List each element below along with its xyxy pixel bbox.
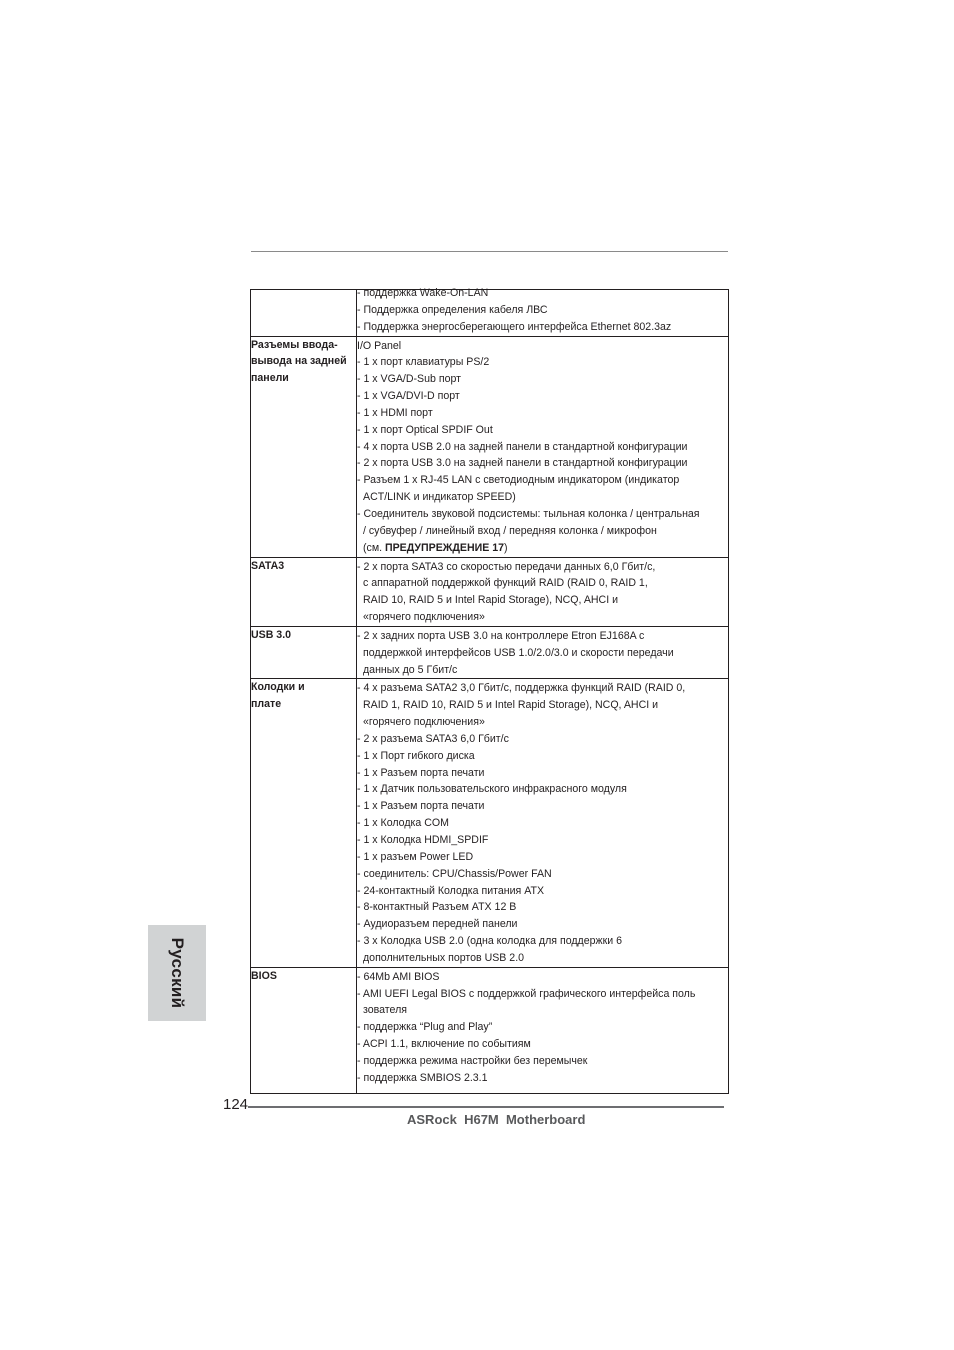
spec-values-usb30 [357,626,729,679]
spec-line: «горячего подключения» [363,611,485,624]
spec-row-bios [251,967,729,1093]
spec-line: - 4 x порта USB 2.0 на задней панели в стандартной конфигурации [357,440,688,453]
header-rule [251,251,728,252]
spec-line: - 1 x HDMI порт [357,406,433,419]
spec-line: RAID 1, RAID 10, RAID 5 и Intel Rapid Storage), NCQ, AHCI и [363,699,659,712]
label-line: Разъемы ввода- [251,338,338,351]
spec-line: ACT/LINK и индикатор SPEED) [363,491,516,504]
spec-line: поддержкой интерфейсов USB 1.0/2.0/3.0 и скорости передачи [363,646,674,659]
warning-prefix: (см. [363,541,385,554]
spec-line: - 1 x порт Optical SPDIF Out [357,423,493,436]
spec-row-sata3 [251,557,729,626]
spec-values-lan [357,287,729,337]
label-line: вывода на задней [251,355,347,368]
spec-row-lan-features [251,290,729,337]
spec-line: - Аудиоразъем передней панели [357,918,518,931]
label-line: BIOS [251,969,277,982]
spec-line: - 24-контактный Колодка питания ATX [357,884,545,897]
language-side-tab [148,925,206,1021]
spec-line-warning-ref [357,540,728,557]
label-line: USB 3.0 [251,628,292,641]
spec-line: дополнительных портов USB 2.0 [363,951,525,964]
spec-line: - 3 x Колодка USB 2.0 (одна колодка для поддержки 6 [357,935,622,948]
spec-line: - 1 x Колодка COM [357,817,449,830]
spec-row-rear-io [251,336,729,557]
spec-line: - Поддержка энергосберегающего интерфейса Ethernet 802.3az [357,320,672,333]
spec-line: - 8-контактный Разъем ATX 12 В [357,901,517,914]
spec-values-headers [357,679,729,967]
spec-line: зователя [363,1004,407,1017]
label-line: панели [251,372,289,385]
spec-line: - Разъем 1 x RJ-45 LAN с светодиодным индикатором (индикатор [357,474,680,487]
footer-title: ASRock H67M Motherboard [407,1112,586,1127]
footer-rule [248,1106,724,1108]
spec-line: - 2 x задних порта USB 3.0 на контроллере Etron EJ168A с [357,629,645,642]
spec-line: - 1 x разъем Power LED [357,850,474,863]
warning-suffix: ) [504,541,508,554]
spec-line: - 1 x Разъем порта печати [357,766,485,779]
spec-line: - Поддержка определения кабеля ЛВС [357,303,548,316]
spec-line: - поддержка “Plug and Play” [357,1021,493,1034]
spec-label-bios [251,967,357,1093]
label-line: SATA3 [251,559,285,572]
spec-line: - 1 x Колодка HDMI_SPDIF [357,834,489,846]
label-line: Колодки и [251,681,305,694]
spec-line: - 1 x VGA/D-Sub порт [357,373,461,386]
spec-line: - 64Mb AMI BIOS [357,970,440,983]
spec-label-headers [251,679,357,967]
spec-line: - 1 x Разъем порта печати [357,800,485,813]
spec-label-rear-io [251,336,357,557]
page-number: 124 [223,1096,249,1113]
spec-line: - 1 x VGA/DVI-D порт [357,390,460,403]
spec-label-empty [251,290,357,337]
spec-line: - 2 x порта SATA3 со скоростью передачи данных 6,0 Гбит/с, [357,560,656,573]
spec-row-headers [251,679,729,967]
spec-line: данных до 5 Гбит/с [363,663,458,676]
spec-values-rear-io [357,336,729,557]
warning-reference: ПРЕДУПРЕЖДЕНИЕ 17 [385,541,505,554]
spec-line: I/O Panel [357,339,402,352]
spec-line: - поддержка Wake-On-LAN [357,287,489,299]
spec-line: - 1 x Датчик пользовательского инфракрасного модуля [357,783,627,796]
spec-line: - Соединитель звуковой подсистемы: тыльная колонка / центральная [357,507,700,520]
spec-line: - соединитель: CPU/Chassis/Power FAN [357,867,552,880]
spec-line: / субвуфер / линейный вход / передняя колонка / микрофон [363,524,657,537]
spec-line: - 1 x порт клавиатуры PS/2 [357,356,490,369]
spec-line: - 2 x порта USB 3.0 на задней панели в стандартной конфигурации [357,457,688,470]
spec-line: - 4 x разъема SATA2 3,0 Гбит/с, поддержка функций RAID (RAID 0, [357,682,686,695]
spec-line: - поддержка режима настройки без перемычек [357,1054,588,1067]
spec-label-sata3 [251,557,357,626]
spec-row-usb30 [251,626,729,679]
spec-values-sata3 [357,557,729,626]
spec-line: - ACPI 1.1, включение по событиям [357,1038,531,1051]
spec-values-bios [357,967,729,1093]
spec-line: - 2 x разъема SATA3 6,0 Гбит/с [357,732,509,745]
spec-line: с аппаратной поддержкой функций RAID (RAID 0, RAID 1, [363,577,648,590]
label-line: плате [251,698,282,711]
spec-line: RAID 10, RAID 5 и Intel Rapid Storage), NCQ, AHCI и [363,594,618,607]
spec-line: - 1 x Порт гибкого диска [357,749,475,762]
language-label: Русский [168,937,187,1009]
spec-label-usb30 [251,626,357,679]
specification-table [250,289,729,1094]
spec-line: - AMI UEFI Legal BIOS с поддержкой графического интерфейса поль [357,987,696,1000]
spec-line: «горячего подключения» [363,716,485,729]
spec-line: - поддержка SMBIOS 2.3.1 [357,1071,488,1084]
